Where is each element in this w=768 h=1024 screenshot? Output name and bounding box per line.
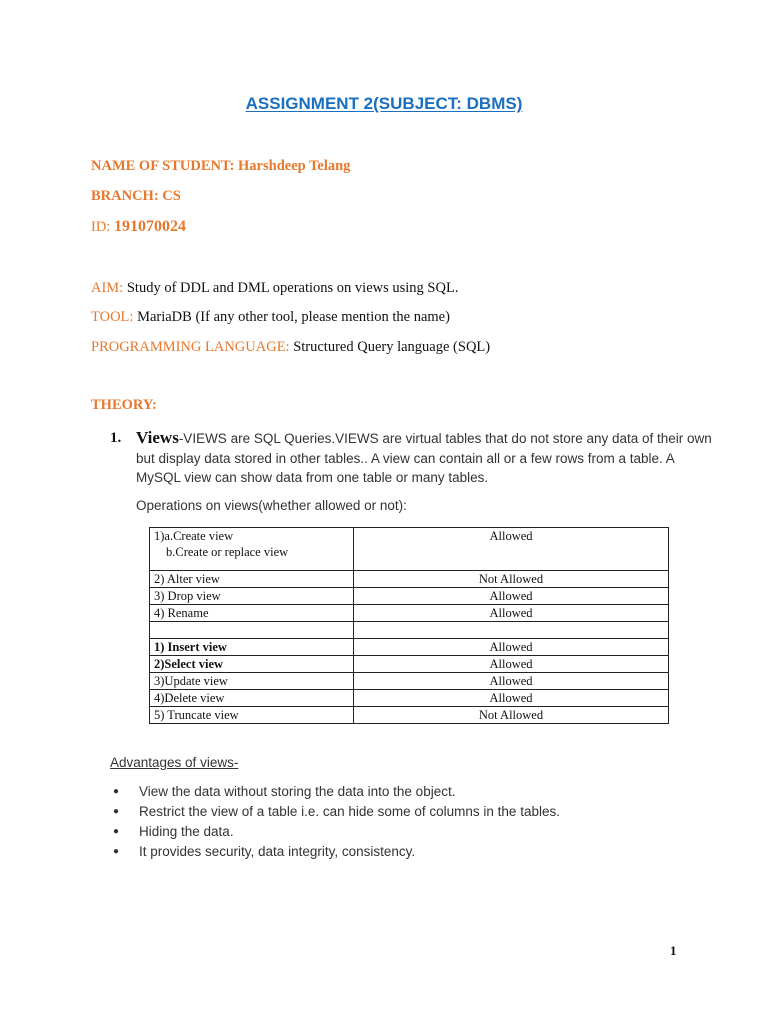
table-row — [150, 690, 669, 707]
aim-label: AIM: — [91, 280, 124, 296]
list-item-text: Hiding the data. — [139, 824, 234, 839]
branch-line — [91, 188, 181, 205]
bullet-icon: ● — [113, 826, 120, 837]
views-word: Views — [136, 428, 179, 447]
table-row — [150, 656, 669, 673]
aim-line — [91, 280, 458, 297]
table-cell-status — [354, 622, 669, 639]
list-item-text: It provides security, data integrity, consistency. — [139, 844, 416, 859]
table-cell-operation: 5) Truncate view — [150, 707, 354, 724]
advantages-heading: Advantages of views- — [110, 755, 239, 770]
student-name-line — [91, 158, 350, 175]
table-row — [150, 605, 669, 622]
aim-value: Study of DDL and DML operations on views using SQL. — [126, 280, 459, 296]
id-line — [91, 218, 186, 236]
views-description: -VIEWS are SQL Queries.VIEWS are virtual tables that do not store any data of their own but display data stored in other tables.. A view can contain all or a few rows from a table. A MySQL view can show data from one table or many tables. — [136, 431, 712, 485]
tool-line — [91, 309, 450, 326]
language-value: Structured Query language (SQL) — [293, 339, 491, 355]
table-cell-operation: 4) Rename — [150, 605, 354, 622]
table-cell-operation: 2)Select view — [150, 656, 354, 673]
page-title: ASSIGNMENT 2(SUBJECT: DBMS) — [245, 94, 523, 113]
table-cell-status: Not Allowed — [354, 571, 669, 588]
student-name-label: NAME OF STUDENT: — [91, 158, 235, 174]
list-item — [110, 822, 560, 842]
table-cell-status: Allowed — [354, 639, 669, 656]
table-cell-operation: 2) Alter view — [150, 571, 354, 588]
list-item — [110, 802, 560, 822]
advantages-list — [110, 782, 560, 862]
views-number: 1. — [110, 430, 122, 446]
table-cell-status: Allowed — [354, 588, 669, 605]
bullet-icon: ● — [113, 846, 120, 857]
list-item-text: Restrict the view of a table i.e. can hide some of columns in the tables. — [139, 804, 560, 819]
table-row-empty — [150, 622, 669, 639]
operations-intro: Operations on views(whether allowed or not): — [136, 498, 407, 513]
create-replace-view-label: b.Create or replace view — [166, 545, 289, 559]
bullet-icon: ● — [113, 806, 120, 817]
table-row — [150, 707, 669, 724]
page-number: 1 — [670, 943, 677, 958]
table-row — [150, 639, 669, 656]
theory-heading: THEORY: — [91, 397, 157, 413]
table-cell-operation: 3) Drop view — [150, 588, 354, 605]
table-row — [150, 571, 669, 588]
id-value: 191070024 — [113, 218, 186, 235]
table-row — [150, 673, 669, 690]
table-cell-operation: 4)Delete view — [150, 690, 354, 707]
views-paragraph — [136, 428, 716, 488]
table-cell-operation: 3)Update view — [150, 673, 354, 690]
language-label: PROGRAMMING LANGUAGE: — [91, 339, 290, 355]
table-cell-status: Not Allowed — [354, 707, 669, 724]
table-cell-operation — [150, 622, 354, 639]
table-cell-status: Allowed — [354, 690, 669, 707]
table-row — [150, 528, 669, 571]
table-cell-operation: 1) Insert view — [150, 639, 354, 656]
id-label: ID: — [91, 219, 111, 235]
language-line — [91, 339, 490, 356]
table-cell-status: Allowed — [354, 673, 669, 690]
branch-label: BRANCH: — [91, 188, 159, 204]
list-item — [110, 842, 560, 862]
branch-value: CS — [162, 188, 181, 204]
list-item-text: View the data without storing the data into the object. — [139, 784, 456, 799]
bullet-icon: ● — [113, 786, 120, 797]
table-cell-status: Allowed — [354, 528, 669, 571]
table-cell-operation — [150, 528, 354, 571]
create-view-label: 1)a.Create view — [154, 529, 234, 543]
table-row — [150, 588, 669, 605]
operations-table — [149, 527, 669, 724]
tool-label: TOOL: — [91, 309, 134, 325]
list-item — [110, 782, 560, 802]
student-name-value: Harshdeep Telang — [238, 158, 351, 174]
table-cell-status: Allowed — [354, 656, 669, 673]
tool-value: MariaDB (If any other tool, please mention the name) — [137, 309, 450, 325]
table-cell-status: Allowed — [354, 605, 669, 622]
